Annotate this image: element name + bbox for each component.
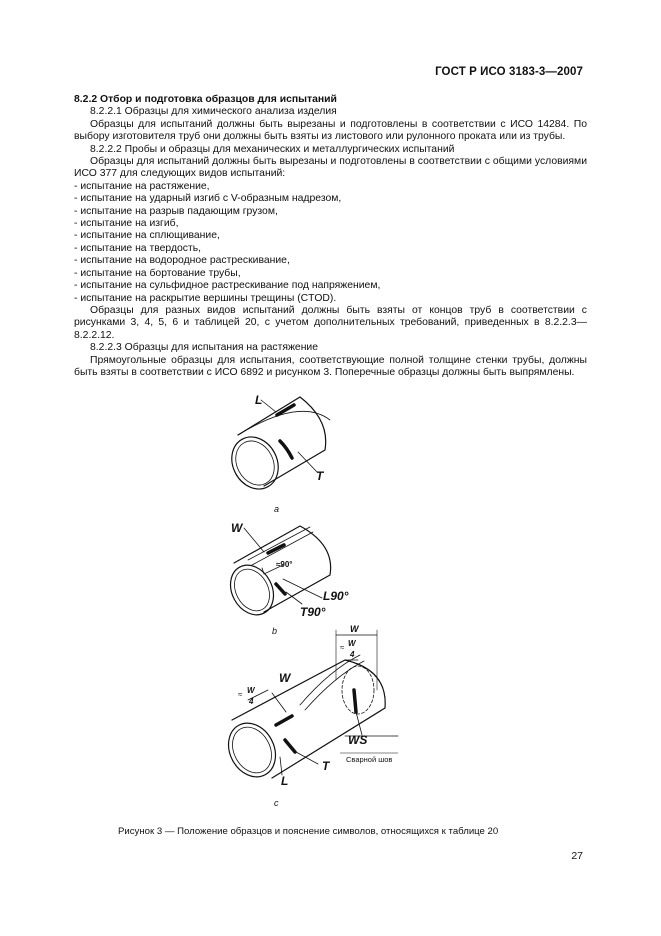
section-heading: 8.2.2 Отбор и подготовка образцов для испытаний [74, 94, 337, 105]
list-item: - испытание на изгиб, [74, 218, 179, 230]
label-L-a: L [255, 393, 263, 407]
label-T-a: T [316, 469, 324, 483]
subfigure-b-label: b [272, 626, 278, 636]
list-item: - испытание на бортование трубы, [74, 267, 241, 279]
figure-caption: Рисунок 3 — Положение образцов и пояснение символов, относящихся к таблице 20 [118, 826, 499, 837]
page-number: 27 [571, 850, 583, 862]
paragraph: Образцы для испытаний должны быть вырезаны и подготовлены в соответствии с ИСО 14284. По выбору изготовителя труб они должны быть взяты из листового или рулонного проката или из трубы. [74, 118, 587, 143]
pipe-figure-a [223, 397, 330, 497]
subsection-8-2-2-1: 8.2.2.1 Образцы для химического анализа изделия [90, 106, 337, 118]
list-item: - испытание на твердость, [74, 242, 202, 254]
document-standard-header: ГОСТ Р ИСО 3183-3—2007 [435, 66, 583, 78]
label-W-c-left: W [279, 671, 291, 685]
label-WS-c: WS [348, 733, 368, 747]
weld-label-c: Сварной шов [346, 755, 393, 764]
list-item: - испытание на разрыв падающим грузом, [74, 205, 278, 217]
label-T90-b: T90° [300, 605, 326, 619]
frac-num-c-top: W [348, 639, 356, 648]
label-W-c-top: W [350, 624, 359, 634]
subfigure-c-label: c [274, 798, 279, 808]
list-item: - испытание на сульфидное растрескивание под напряжением, [74, 280, 381, 292]
subfigure-a-label: a [274, 504, 280, 514]
label-T-c: T [322, 759, 330, 773]
angle-label-b: ≈90° [276, 560, 293, 569]
body-text [74, 94, 587, 379]
list-item: - испытание на водородное растрескивание, [74, 255, 290, 267]
list-item: - испытание на ударный изгиб с V-образным надрезом, [74, 193, 342, 205]
paragraph: Образцы для разных видов испытаний должны быть взяты от концов труб в соответствии с рисунками 3, 4, 5, 6 и таблицей 20, с учетом дополнительных требований, приведенных в 8.2.2.3—8.2.2.12. [74, 304, 587, 341]
approx-c-left: ≈ [238, 690, 243, 699]
label-W-b: W [231, 521, 243, 535]
approx-c-top: ≈ [340, 643, 345, 652]
list-item: - испытание на растяжение, [74, 180, 210, 192]
frac-den-c-left: 4 [249, 697, 254, 706]
label-L90-b: L90° [323, 589, 349, 603]
list-item: - испытание на сплющивание, [74, 230, 220, 242]
subsection-8-2-2-3: 8.2.2.3 Образцы для испытания на растяжение [90, 342, 319, 354]
paragraph: Прямоугольные образцы для испытания, соответствующие полной толщине стенки трубы, должны быть взяты в соответствии с ИСО 6892 и рисунком 3. Поперечные образцы должны быть выпрямлены. [74, 354, 587, 378]
figure-3 [0, 380, 661, 810]
subsection-8-2-2-2: 8.2.2.2 Пробы и образцы для механических и металлургических испытаний [90, 143, 455, 155]
frac-num-c-left: W [247, 686, 255, 695]
list-item: - испытание на раскрытие вершины трещины (CTOD). [74, 292, 337, 304]
paragraph: Образцы для испытаний должны быть вырезаны и подготовлены в соответствии с общими условиями ИСО 377 для следующих видов испытаний: [74, 156, 587, 180]
label-L-c: L [281, 774, 289, 788]
frac-den-c-top: 4 [350, 650, 355, 659]
